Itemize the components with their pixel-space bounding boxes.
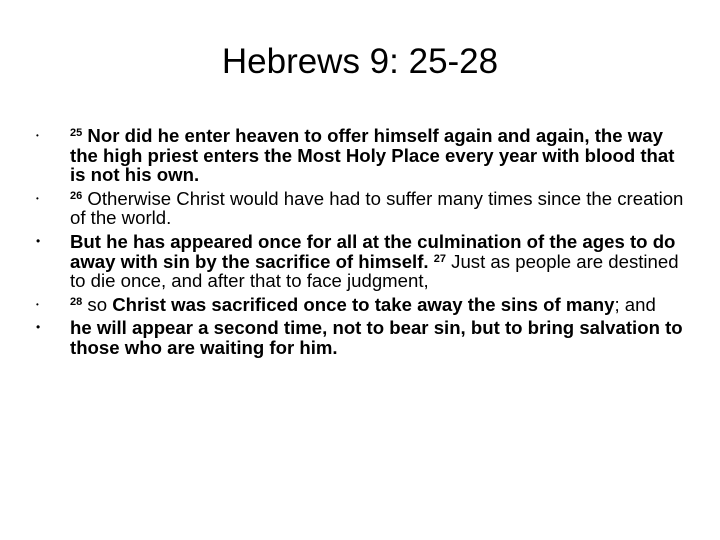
verse-number: 28	[70, 295, 83, 308]
bullet-verse-27	[36, 232, 686, 291]
verse-text-bold: But he has appeared once for all at the culmination of the ages to do away with sin by the sacrifice of himself.	[70, 230, 676, 272]
bullet-verse-25	[36, 126, 686, 185]
slide-title: Hebrews 9: 25-28	[221, 42, 499, 81]
bullet-marker: •	[36, 299, 39, 309]
verse-number: 26	[70, 189, 83, 202]
bullet-marker: •	[36, 320, 41, 335]
bullet-marker: •	[36, 131, 39, 140]
bullet-second-coming	[36, 318, 686, 357]
bullet-list	[36, 126, 686, 362]
verse-text: Otherwise Christ would have had to suffer many times since the creation of the world.	[70, 187, 684, 229]
verse-text-pre: so	[87, 293, 108, 315]
bullet-marker: •	[36, 193, 39, 203]
bullet-verse-28	[36, 295, 686, 315]
verse-number: 25	[70, 127, 83, 139]
verse-text-bold: he will appear a second time, not to bear sin, but to bring salvation to those who are waiting for him.	[70, 317, 683, 358]
verse-text: Nor did he enter heaven to offer himself again and again, the way the high priest enters the Most Holy Place every year with blood that is not his own.	[70, 125, 675, 186]
verse-number: 27	[433, 252, 446, 265]
verse-text-post: ; and	[614, 293, 656, 315]
verse-text: Just as people are destined to die once, and after that to face judgment,	[70, 250, 679, 292]
verse-text-bold: Christ was sacrificed once to take away the sins of many	[112, 293, 615, 315]
bullet-verse-26	[36, 189, 686, 228]
bullet-marker: •	[36, 233, 41, 248]
